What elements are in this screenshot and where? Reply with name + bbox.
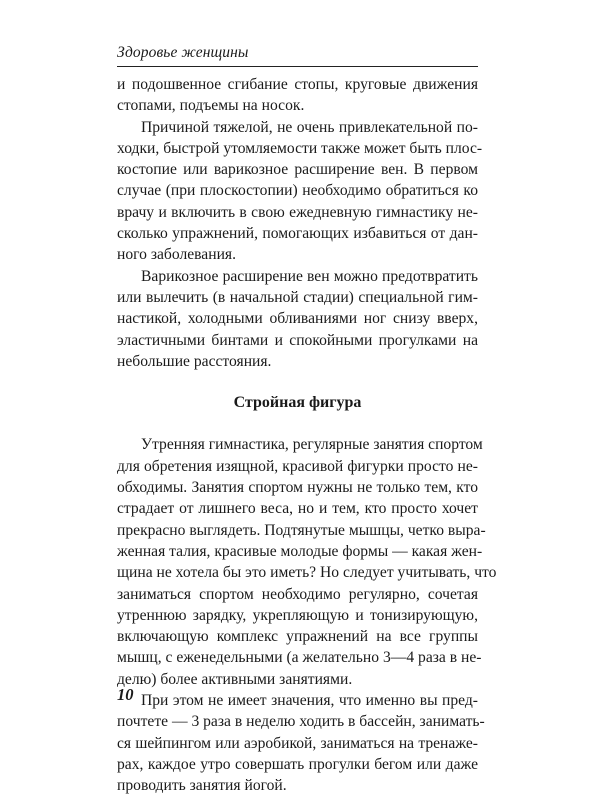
paragraph bbox=[117, 266, 478, 372]
text-line: прекрасно выглядеть. Подтянутые мышцы, четко выра- bbox=[117, 521, 486, 539]
text-line: включающую комплекс упражнений на все группы bbox=[117, 628, 478, 646]
text-line: женная талия, красивые молодые формы — какая жен- bbox=[117, 542, 483, 560]
header-rule bbox=[117, 66, 478, 67]
text-line: настикой, холодными обливаниями ног снизу вверх, bbox=[117, 310, 478, 328]
text-line: сколько упражнений, помогающих избавиться от дан- bbox=[117, 225, 478, 243]
text-line: ся шейпингом или аэробикой, заниматься на тренаже- bbox=[117, 734, 478, 752]
text-line: щина не хотела бы это иметь? Но следует учитывать, что bbox=[117, 564, 497, 582]
text-line: и подошвенное сгибание стопы, круговые движения bbox=[117, 76, 478, 93]
text-line: костопие или варикозное расширение вен. В первом bbox=[117, 161, 478, 179]
text-line: утреннюю зарядку, укрепляющую и тонизирующую, bbox=[117, 606, 478, 624]
paragraph bbox=[117, 690, 485, 796]
text-line: небольшие расстояния. bbox=[117, 352, 272, 370]
text-line: Утренняя гимнастика, регулярные занятия спортом bbox=[141, 436, 483, 454]
text-line: врачу и включить в свою ежедневную гимнастику не- bbox=[117, 203, 478, 221]
text-line: Варикозное расширение вен можно предотвратить bbox=[141, 267, 478, 285]
text-line: делю) более активными занятиями. bbox=[117, 670, 353, 688]
text-line: или вылечить (в начальной стадии) специальной гим- bbox=[117, 288, 478, 306]
text-line: почтете — 3 раза в неделю ходить в бассейн, занимать- bbox=[117, 713, 485, 731]
text-line: эластичными бинтами и спокойными прогулками на bbox=[117, 331, 478, 349]
text-line: ного заболевания. bbox=[117, 246, 236, 264]
text-line: стопами, подъемы на носок. bbox=[117, 97, 305, 115]
paragraph bbox=[117, 117, 483, 266]
text-line: проводить занятия йогой. bbox=[117, 777, 287, 795]
running-head: Здоровье женщины bbox=[117, 44, 249, 61]
text-line: обходимы. Занятия спортом нужны не только тем, кто bbox=[117, 479, 478, 497]
text-line: случае (при плоскостопии) необходимо обратиться ко bbox=[117, 182, 478, 200]
text-line: для обретения изящной, красивой фигурки просто не- bbox=[117, 457, 478, 475]
page-number: 10 bbox=[117, 685, 134, 704]
page-body bbox=[117, 74, 497, 797]
text-line: Причиной тяжелой, не очень привлекательной по- bbox=[141, 118, 478, 136]
text-line: ходки, быстрой утомляемости также может быть плос- bbox=[117, 139, 483, 157]
section-heading: Стройная фигура bbox=[233, 394, 362, 412]
text-line: заниматься спортом необходимо регулярно, сочетая bbox=[117, 585, 478, 603]
text-line: мышц, с еженедельными (а желательно 3—4 раза в не- bbox=[117, 649, 482, 667]
text-line: страдает от лишнего веса, но и тем, кто просто хочет bbox=[117, 500, 478, 518]
paragraph bbox=[117, 74, 478, 117]
text-line: При этом не имеет значения, что именно вы пред- bbox=[141, 692, 478, 710]
text-line: рах, каждое утро совершать прогулки бегом или даже bbox=[117, 755, 478, 773]
paragraph bbox=[117, 434, 497, 690]
